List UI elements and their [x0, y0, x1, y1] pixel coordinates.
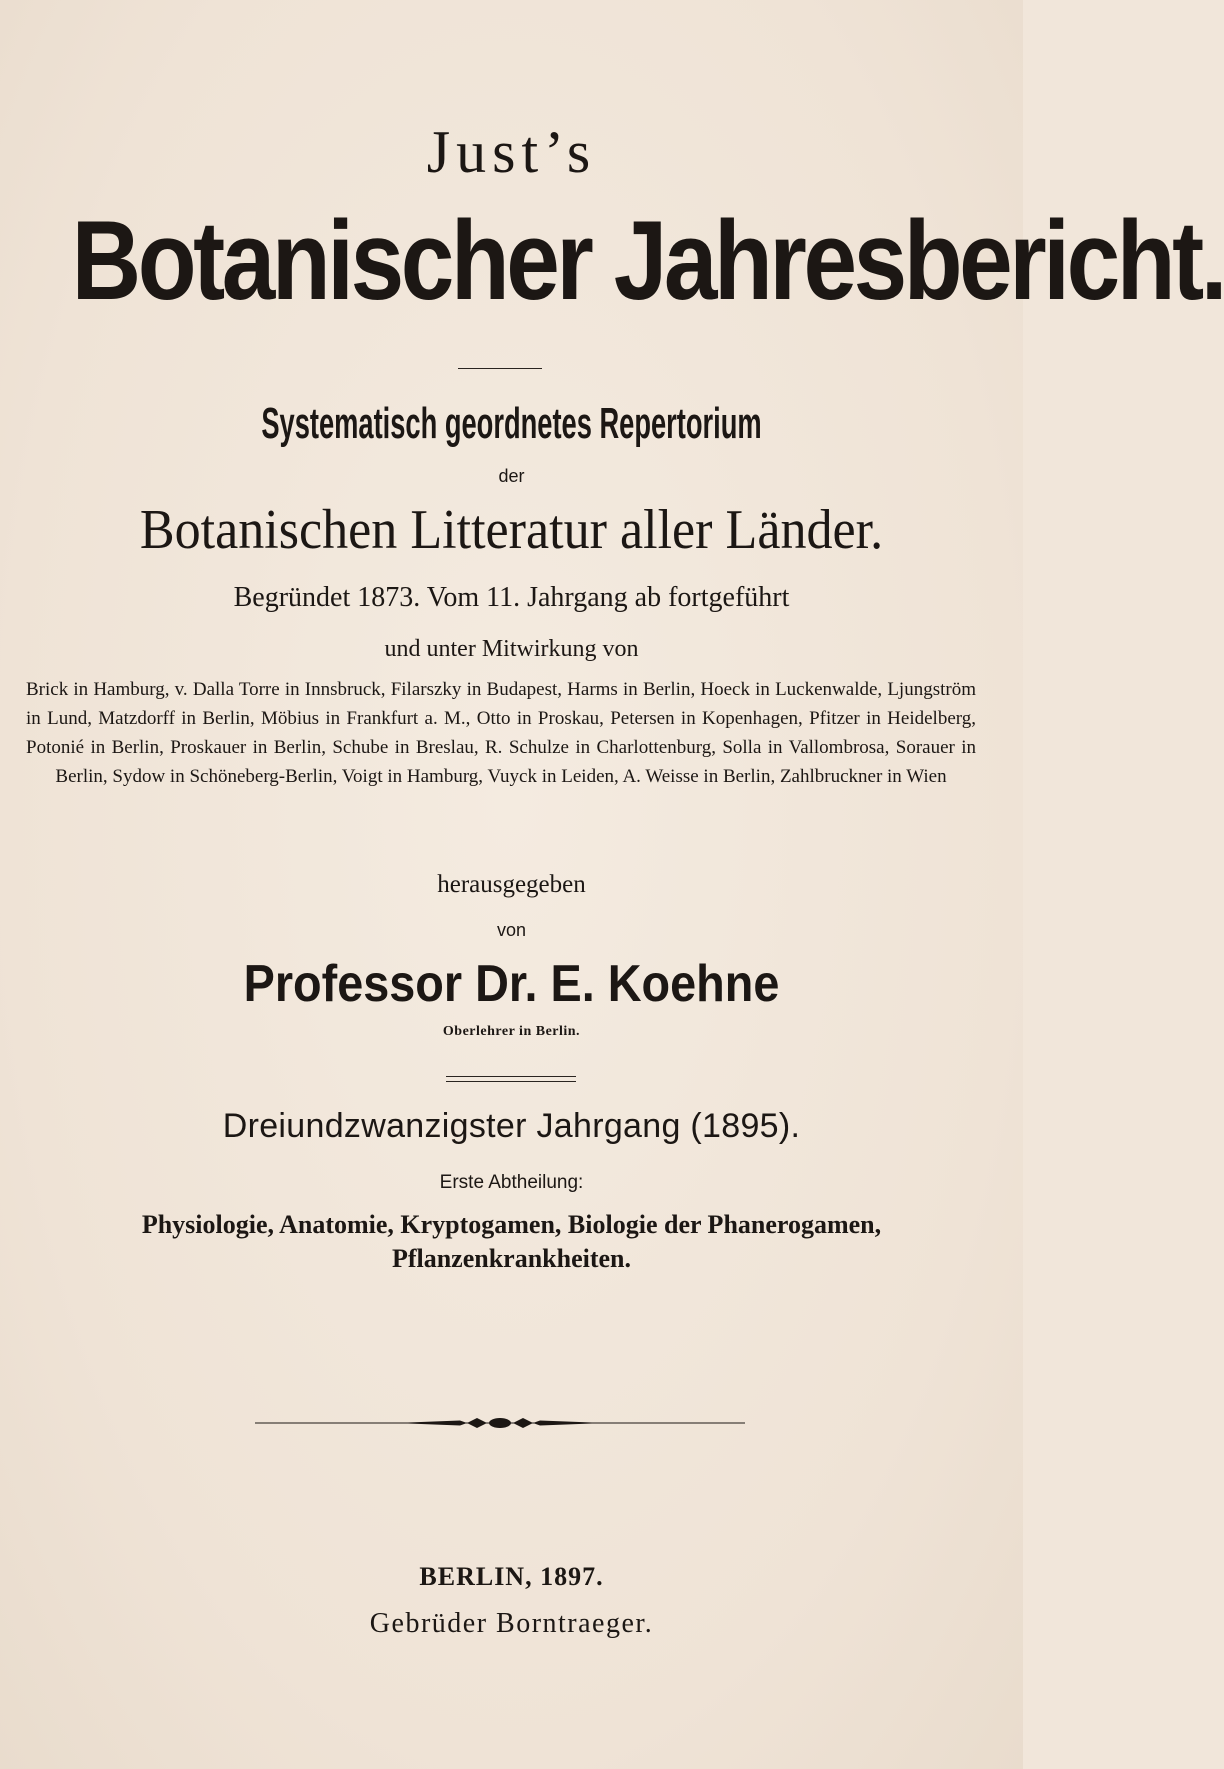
founded-line: Begründet 1873. Vom 11. Jahrgang ab fortgeführt [233, 582, 790, 613]
editor-name: Professor Dr. E. Koehne [243, 955, 780, 1013]
double-divider [446, 1076, 576, 1082]
collaboration-line: und unter Mitwirkung von [384, 636, 639, 662]
topics-line-1: Physiologie, Anatomie, Kryptogamen, Biologie der Phanerogamen, [141, 1210, 882, 1239]
ornamental-rule [255, 1414, 745, 1432]
der-text: der [498, 466, 525, 486]
place-year: BERLIN, 1897. [419, 1562, 604, 1591]
contributors-list: Brick in Hamburg, v. Dalla Torre in Innsbruck, Filarszky in Budapest, Harms in Berlin, Hoeck in Luckenwalde, Ljungström in Lund, Matzdorff in Berlin, Möbius in Frankfurt a. M., Otto in Proskau, Petersen in Kopenhagen, Pfitzer in Heidelberg, Potonié in Berlin, Proskauer in Berlin, Schube in Breslau, R. Schulze in Charlottenburg, Solla in Vallombrosa, Sorauer in Berlin, Sydow in Schöneberg-Berlin, Voigt in Hamburg, Vuyck in Leiden, A. Weisse in Berlin, Zahlbruckner in Wien [26, 679, 976, 787]
topics-line-2: Pflanzenkrankheiten. [391, 1244, 632, 1273]
title-just: Just’s [426, 119, 597, 185]
part-line: Erste Abtheilung: [439, 1172, 584, 1193]
von-text: von [496, 920, 527, 940]
editor-position: Oberlehrer in Berlin. [442, 1024, 581, 1039]
title-divider [458, 368, 542, 369]
publisher: Gebrüder Borntraeger. [369, 1608, 654, 1639]
volume-line: Dreiundzwanzigster Jahrgang (1895). [222, 1107, 801, 1145]
subtitle: Systematisch geordnetes Repertorium [261, 399, 762, 448]
literatur-title: Botanischen Litteratur aller Länder. [139, 499, 884, 561]
topics [30, 1208, 993, 1276]
main-title: Botanischer Jahresbericht. [71, 198, 1224, 323]
published-by-line: herausgegeben [437, 871, 586, 898]
